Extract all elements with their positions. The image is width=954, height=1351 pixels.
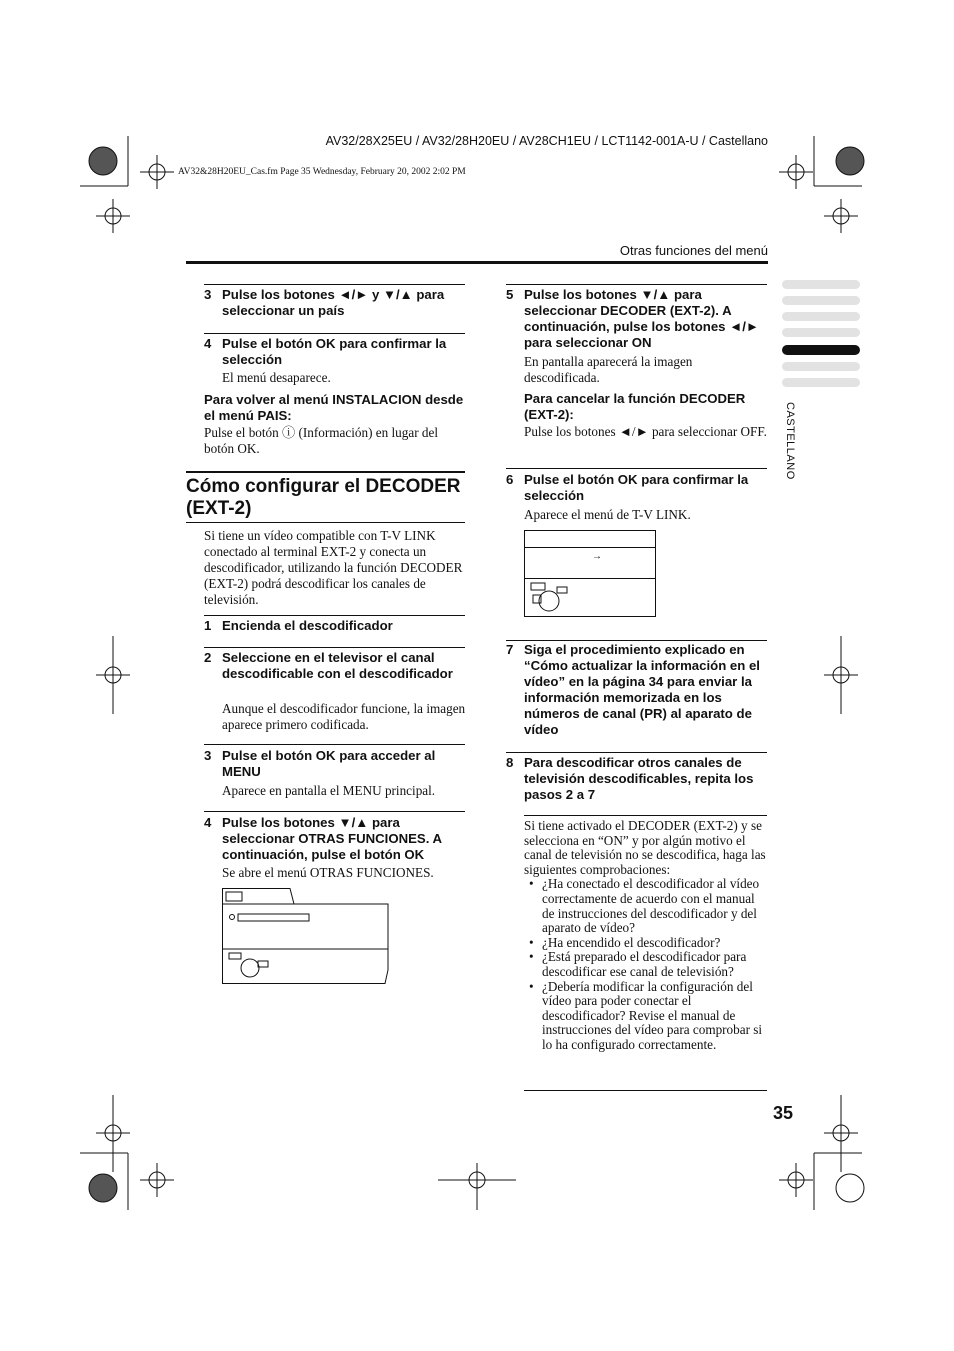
language-tab — [782, 328, 860, 337]
step-number: 6 — [506, 472, 514, 487]
arrow-icon: → — [592, 551, 602, 562]
step-text: Para descodificar otros canales de televisión descodificables, repita los pasos 2 a 7 — [524, 755, 754, 802]
language-tab — [782, 296, 860, 305]
step-text: Pulse los botones ◄/► y ▼/▲ para seleccionar un país — [222, 287, 445, 318]
return-text: Pulse el botón ⓘ (Información) en lugar del botón OK. — [204, 425, 439, 456]
list-item: • ¿Debería modificar la configuración del vídeo para poder conectar el descodificador? Revise el manual de instrucciones del vídeo para comprobar si lo ha configurado correctamente. — [542, 980, 768, 1053]
header-rule — [186, 261, 768, 264]
step-note: En pantalla aparecerá la imagen descodificada. — [524, 354, 693, 385]
remote-buttons-icon — [529, 581, 569, 615]
section-title: Otras funciones del menú — [619, 243, 768, 258]
step-note: Aparece en pantalla el MENU principal. — [222, 783, 436, 798]
list-item: • ¿Ha conectado el descodificador al vídeo correctamente de acuerdo con el manual de instrucciones del descodificador y del aparato de vídeo? — [542, 877, 768, 935]
step-5 — [506, 287, 768, 351]
step-4-confirm — [204, 336, 466, 368]
divider — [506, 468, 767, 469]
step-number: 4 — [204, 815, 212, 830]
step-number: 4 — [204, 336, 212, 351]
screen-divider — [525, 547, 655, 548]
step-text: Pulse el botón OK para confirmar la selección — [524, 472, 749, 503]
step-number: 5 — [506, 287, 514, 302]
step-3-menu — [204, 748, 466, 780]
language-tab — [782, 312, 860, 321]
divider — [204, 284, 465, 285]
step-number: 2 — [204, 650, 212, 665]
step-text: Siga el procedimiento explicado en “Cómo actualizar la información en el vídeo” en la página 34 para enviar la información memorizada en los números de canal (PR) al aparato de vídeo — [524, 642, 760, 737]
divider — [506, 284, 767, 285]
language-label: CASTELLANO — [784, 402, 796, 480]
step-4-functions — [204, 815, 466, 863]
heading-rule — [186, 471, 465, 473]
step-1 — [204, 618, 466, 634]
step-note: Se abre el menú OTRAS FUNCIONES. — [222, 865, 434, 880]
step-2 — [204, 650, 466, 682]
troubleshooting-intro: Si tiene activado el DECODER (EXT-2) y se selecciona en “ON” y por algún motivo el canal de televisión no se descodifica, haga las siguientes comprobaciones: — [524, 818, 766, 877]
troubleshooting-list — [524, 877, 768, 1052]
language-tab — [782, 280, 860, 289]
step-7 — [506, 642, 768, 738]
file-info: AV32&28H20EU_Cas.fm Page 35 Wednesday, February 20, 2002 2:02 PM — [178, 167, 466, 177]
model-line: AV32/28X25EU / AV32/28H20EU / AV28CH1EU / LCT1142-001A-U / Castellano — [325, 134, 768, 148]
screen-divider — [525, 578, 655, 579]
step-number: 7 — [506, 642, 514, 657]
list-item: • ¿Está preparado el descodificador para descodificar ese canal de televisión? — [542, 950, 768, 979]
divider — [204, 615, 465, 616]
box-top-rule — [524, 815, 767, 816]
step-8 — [506, 755, 768, 803]
language-tab — [782, 378, 860, 387]
step-number: 3 — [204, 287, 212, 302]
divider — [204, 811, 465, 812]
step-note: Aparece el menú de T-V LINK. — [524, 507, 691, 522]
otras-funciones-screen-illustration — [222, 888, 390, 984]
step-text: Seleccione en el televisor el canal descodificable con el descodificador — [222, 650, 453, 681]
divider — [204, 744, 465, 745]
step-number: 3 — [204, 748, 212, 763]
step-6 — [506, 472, 768, 504]
step-note: Aunque el descodificador funcione, la imagen aparece primero codificada. — [222, 701, 466, 732]
language-tab-active — [782, 345, 860, 355]
step-text: Pulse el botón OK para confirmar la selección — [222, 336, 447, 367]
box-bottom-rule — [524, 1090, 767, 1091]
divider — [506, 640, 767, 641]
page-number: 35 — [773, 1103, 794, 1123]
step-number: 1 — [204, 618, 212, 633]
return-title: Para volver al menú INSTALACION desde el menú PAIS: — [204, 392, 464, 423]
divider — [204, 647, 465, 648]
divider — [204, 333, 465, 334]
tv-link-screen-illustration — [524, 530, 656, 617]
step-text: Pulse los botones ▼/▲ para seleccionar DECODER (EXT-2). A continuación, pulse los botones ◄/► para seleccionar ON — [524, 287, 759, 350]
intro-paragraph: Si tiene un vídeo compatible con T-V LINK conectado al terminal EXT-2 y conecta un descodificador, utilizando la función DECODER (EXT-2) podrá descodificar los canales de televisión. — [204, 528, 463, 607]
step-text: Pulse el botón OK para acceder al MENU — [222, 748, 436, 779]
list-item: • ¿Ha encendido el descodificador? — [542, 936, 768, 951]
language-tab — [782, 362, 860, 371]
section-heading: Cómo configurar el DECODER (EXT-2) — [186, 476, 461, 519]
step-note: El menú desaparece. — [222, 370, 331, 385]
step-text: Pulse los botones ▼/▲ para seleccionar OTRAS FUNCIONES. A continuación, pulse el botón OK — [222, 815, 442, 862]
divider — [186, 522, 465, 523]
cancel-title: Para cancelar la función DECODER (EXT-2): — [524, 391, 746, 422]
troubleshooting-box — [524, 819, 768, 1053]
step-text: Encienda el descodificador — [222, 618, 393, 633]
step-3-country — [204, 287, 466, 319]
cancel-text: Pulse los botones ◄/► para seleccionar OFF. — [524, 424, 767, 439]
divider — [506, 752, 767, 753]
step-number: 8 — [506, 755, 514, 770]
